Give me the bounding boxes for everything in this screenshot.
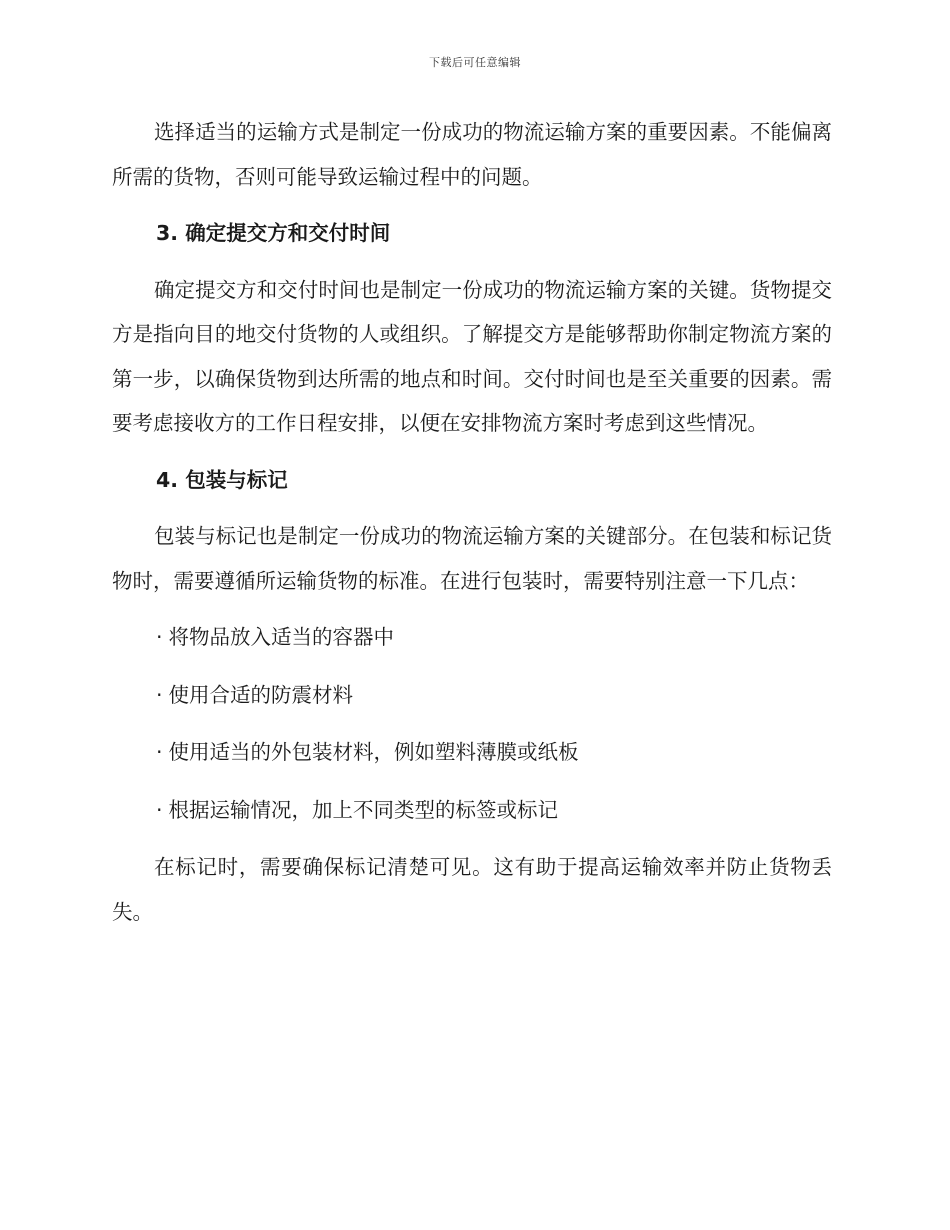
bullet-item: [112, 788, 832, 833]
document-body: [112, 110, 832, 934]
bullet-text: 将物品放入适当的容器中: [168, 625, 395, 649]
section-heading-3: 3. 确定提交方和交付时间: [156, 221, 391, 245]
paragraph-intro: 选择适当的运输方式是制定一份成功的物流运输方案的重要因素。不能偏离所需的货物，否则可能导致运输过程中的问题。: [112, 120, 832, 189]
bullet-text: 使用合适的防震材料: [168, 682, 354, 707]
bullet-item: [112, 730, 832, 775]
section-heading-4: 4. 包装与标记: [156, 467, 288, 492]
paragraph-section3: 确定提交方和交付时间也是制定一份成功的物流运输方案的关键。货物提交方是指向目的地交付货物的人或组织。了解提交方是能够帮助你制定物流方案的第一步，以确保货物到达所需的地点和时间。交付时间也是至关重要的因素。需要考虑接收方的工作日程安排，以便在安排物流方案时考虑到这些情况。: [112, 277, 832, 435]
bullet-dot-icon: ·: [156, 797, 163, 822]
page-header: 下载后可任意编辑: [429, 56, 521, 69]
paragraph-section4: 包装与标记也是制定一份成功的物流运输方案的关键部分。在包装和标记货物时，需要遵循所运输货物的标准。在进行包装时，需要特别注意一下几点：: [112, 524, 832, 593]
bullet-dot-icon: ·: [156, 740, 163, 764]
bullet-item: [112, 615, 832, 660]
bullet-item: [112, 673, 832, 718]
bullet-dot-icon: ·: [156, 682, 163, 707]
bullet-text: 根据运输情况，加上不同类型的标签或标记: [168, 797, 559, 822]
bullet-dot-icon: ·: [156, 625, 163, 649]
bullet-text: 使用适当的外包装材料，例如塑料薄膜或纸板: [168, 740, 579, 764]
paragraph-closing: 在标记时，需要确保标记清楚可见。这有助于提高运输效率并防止货物丢失。: [112, 855, 832, 924]
